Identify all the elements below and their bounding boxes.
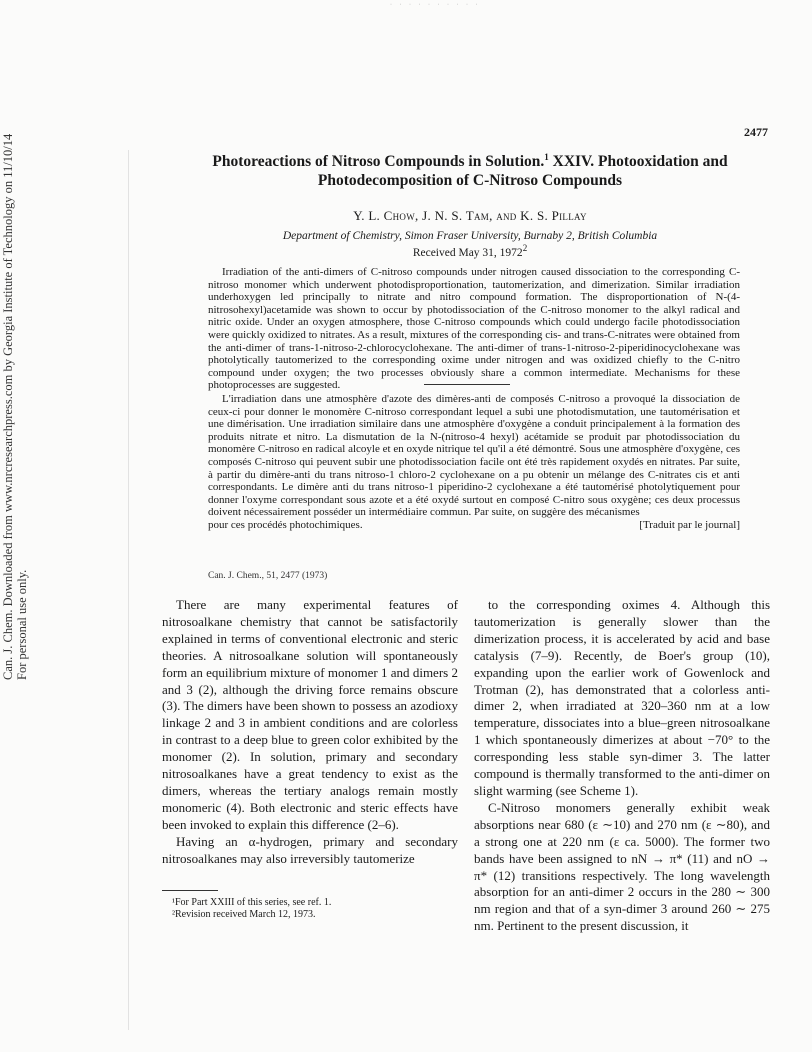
personal-use-notice: For personal use only.	[15, 569, 29, 680]
paragraph: to the corresponding oximes 4. Although this tautomerization is generally slower than the dimerization process, it is accelerated by acid and base catalysis (7–9). Recently, de Boer's group (10), expanding upon the earlier work of Gowenlock and Trotman (2), has demonstrated that a colorless anti-dimer 2, when irradiated at 320–360 nm at a low temperature, dissociates into a blue–green nitrosoalkane 1 which spontaneously dimerizes at about −70° to the corresponding less stable syn-dimer 3. The latter compound is thermally transformed to the anti-dimer on slight warming (see Scheme 1).	[474, 597, 770, 798]
scan-speckles: · · · · · · · · · ·	[390, 2, 481, 8]
paragraph: Having an α-hydrogen, primary and secondary nitrosoalkanes may also irreversibly tautomerize	[162, 833, 458, 866]
author-list: Y. L. Chow, J. N. S. Tam, and K. S. Pillay	[353, 208, 587, 223]
download-notice: Can. J. Chem. Downloaded from www.nrcresearchpress.com by Georgia Institute of Technology on 11/10/14	[1, 133, 15, 680]
received-date: Received May 31, 1972$^2$	[412, 243, 528, 259]
abstract-english: Irradiation of the anti-dimers of C-nitroso compounds under nitrogen caused dissociation to the corresponding C-nitroso monomer which underwent photodisproportionation, tautomerization, and dimerization. Similar irradiation underhoxygen led principally to nitrate and nitro compound formation. The disproportionation of N-(4-nitrosohexyl)acetamide was shown to occur by photodissociation of the C-nitroso monomer to the alkyl radical and nitric oxide. Under an oxygen atmosphere, those C-nitroso compounds which could undergo facile photodissociation were quickly oxidized to nitrates. As a result, mixtures of the corresponding cis- and trans-C-nitrates were obtained from the anti-dimer of trans-1-nitroso-2-chlorocyclohexane. The anti-dimer of trans-1-nitroso-2-piperidinocyclohexane was photolytically tautomerized to the corresponding oxime under nitrogen and was oxidized chiefly to the C-nitro compound under oxygen; the two processes obviously share a common intermediate. Mechanisms for these photoprocesses are suggested.	[208, 266, 740, 392]
footnote: ¹For Part XXIII of this series, see ref. 1.	[172, 897, 332, 908]
body-column-right	[474, 597, 770, 935]
abstract-french-text: L'irradiation dans une atmosphère d'azote des dimères-anti de composés C-nitroso a provoqué la dissociation de ceux-ci pour donner le monomère C-nitroso correspondant lequel a subi une photodismutation, une tautomérisation et une dimérisation. Une irradiation similaire dans une atmosphère d'oxygène a conduit principalement à la formation des produits nitrate et nitro. La dismutation de la N-(nitroso-4 hexyl) acétamide se produit par photodissociation du monomère C-nitroso en radical alcoyle et en oxyde nitrique tel qu'il a été démontré. Sous une atmosphère d'oxygène, ces composés C-nitroso qui peuvent subir une photodissociation facile ont été très rapidement oxydés en nitrates. Par suite, à partir du dimère-anti du trans nitroso-1 chloro-2 cyclohexane on a pu obtenir un mélange des C-nitrates cis et anti correspondants. Le dimère anti du trans nitroso-1 piperidino-2 cyclohexane a été tautomérisé photolytiquement pour donner l'oxyme correspondant sous azote et a été oxydé surtout en composé C-nitro sous oxygène; ces deux processus doivent nécessairement posséder un intermédiaire commun. Par suite, on suggère des mécanismes	[208, 393, 740, 519]
affiliation: Department of Chemistry, Simon Fraser University, Burnaby 2, British Columbia	[282, 230, 658, 242]
translator-note: [Traduit par le journal]	[639, 518, 740, 531]
footnote: ²Revision received March 12, 1973.	[172, 909, 316, 920]
abstract-french-end: pour ces procédés photochimiques.	[208, 518, 363, 531]
paragraph: There are many experimental features of nitrosoalkane chemistry that cannot be satisfactorily explained in terms of conventional electronic and steric theories. A nitrosoalkane solution will spontaneously form an equilibrium mixture of monomer 1 and dimers 2 and 3 (2), although the driving force remains obscure (3). The dimers have been shown to possess an azodioxy linkage 2 and 3 in ambient conditions and are colorless in contrast to a deep blue to green color exhibited by the monomer (2). In solution, primary and secondary nitrosoalkanes have a great tendency to exist as the dimers, whereas the tertiary analogs remain mostly monomeric (4). Both electronic and steric effects have been invoked to explain this difference (2–6).	[162, 597, 458, 832]
download-watermark	[1, 133, 29, 680]
abstract-french	[208, 393, 740, 532]
abstract-french-last-line	[208, 519, 740, 532]
abstract-divider	[424, 384, 510, 385]
body-column-left	[162, 597, 458, 868]
footnotes	[162, 897, 458, 921]
page-number: 2477	[744, 125, 768, 139]
article-title	[150, 152, 790, 190]
title-line-2: Photodecomposition of C-Nitroso Compounds	[317, 172, 623, 189]
title-footnote-mark: 1	[544, 151, 549, 162]
footnote-rule	[162, 890, 218, 891]
title-line-1: Photoreactions of Nitroso Compounds in Solution.$^1$ XXIV. Photooxidation and	[212, 151, 728, 170]
paragraph: C-Nitroso monomers generally exhibit weak absorptions near 680 (ε ∼10) and 270 nm (ε ∼80), and a strong one at 220 nm (ε ca. 5000). The former two bands have been assigned to nN → π* (11) and nO → π* (12) transitions respectively. The long wavelength absorption for an anti-dimer 2 occurs in the 280 ∼ 300 nm region and that of a syn-dimer 3 around 260 ∼ 275 nm. Pertinent to the present discussion, it	[474, 799, 770, 934]
scan-edge-line	[128, 150, 129, 1030]
journal-citation: Can. J. Chem., 51, 2477 (1973)	[208, 571, 328, 581]
